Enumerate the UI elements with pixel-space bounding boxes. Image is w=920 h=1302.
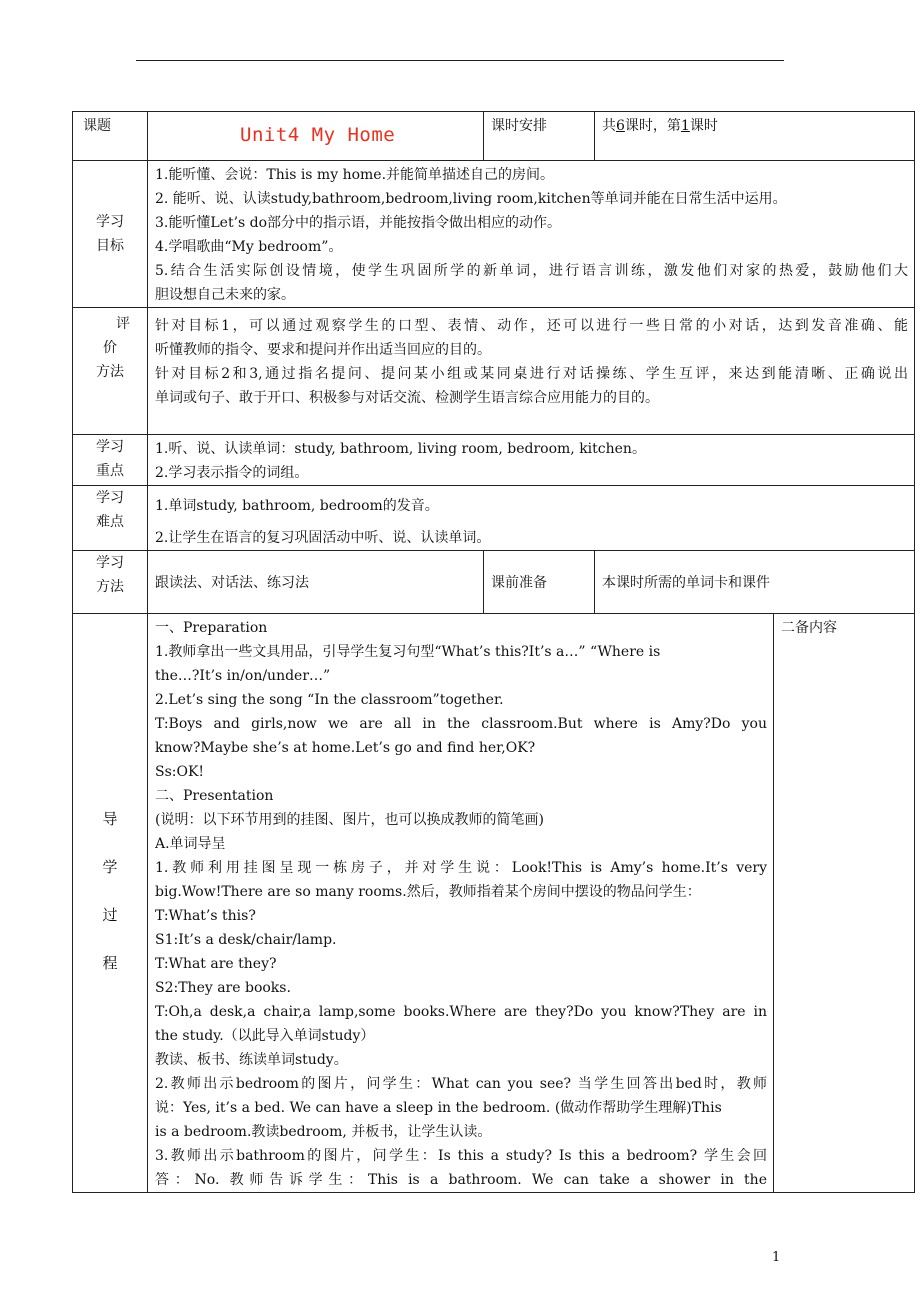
objective-item: 3.能听懂Let’s do部分中的指示语，并能按指令做出相应的动作。 (155, 215, 562, 231)
row-key-points (73, 435, 915, 486)
process-line: T:Boys and girls,now we are all in the classroom.But where is Amy?Do you (155, 716, 767, 732)
schedule-suffix: 课时 (689, 118, 718, 134)
objective-item: 5.结合生活实际创设情境，使学生巩固所学的新单词，进行语言训练，激发他们对家的热爱，鼓励他们大 (155, 263, 908, 279)
process-line: big.Wow!There are so many rooms.然后，教师指着某个房间中摆设的物品问学生： (155, 884, 701, 900)
preparation-value: 本课时所需的单词卡和课件 (595, 551, 915, 614)
key-points-label: 学习 重点 (73, 435, 148, 486)
process-line: 答：No. 教师告诉学生：This is a bathroom. We can take a shower in the (155, 1172, 767, 1188)
process-line: 3.教师出示bathroom的图片，问学生：Is this a study? Is this a bedroom? 学生会回 (155, 1148, 767, 1164)
key-points-content (148, 435, 915, 486)
row-methods (73, 551, 915, 614)
process-line: T:What are they? (155, 956, 277, 972)
process-line: is a bedroom.教读bedroom, 并板书，让学生认读。 (155, 1124, 492, 1140)
process-line: 一、Preparation (155, 620, 268, 636)
process-line: T:What’s this? (155, 908, 256, 924)
process-line: S2:They are books. (155, 980, 291, 996)
second-prep-label: 二备内容 (781, 620, 837, 636)
objective-item: 4.学唱歌曲“My bedroom”。 (155, 239, 343, 255)
header-rule (136, 60, 784, 61)
row-process (73, 614, 915, 1193)
process-line: A.单词导呈 (155, 836, 226, 852)
schedule-mid: 课时，第 (624, 118, 681, 134)
process-line: S1:It’s a desk/chair/lamp. (155, 932, 337, 948)
process-line: 二、Presentation (155, 788, 274, 804)
objective-item: 2. 能听、说、认读study,bathroom,bedroom,living room,kitchen等单词并能在日常生活中运用。 (155, 191, 787, 207)
objectives-label: 学习 目标 (73, 161, 148, 308)
schedule-current: 1 (680, 118, 690, 134)
process-line: know?Maybe she’s at home.Let’s go and find her,OK? (155, 740, 536, 756)
methods-label: 学习 方法 (73, 551, 148, 614)
lesson-title: Unit4 My Home (240, 124, 396, 146)
evaluation-line: 听懂教师的指令、要求和提问并作出适当回应的目的。 (155, 342, 491, 358)
process-line: the…?It’s in/on/under…” (155, 668, 331, 684)
evaluation-content (148, 308, 915, 435)
lesson-plan-table (72, 111, 915, 1193)
second-prep-column (774, 614, 915, 1193)
preparation-label: 课前准备 (484, 551, 595, 614)
process-label: 导 学 过 程 (73, 614, 148, 1193)
schedule-label: 课时安排 (484, 112, 595, 161)
schedule-prefix: 共 (602, 118, 616, 134)
process-line: 说：Yes, it’s a bed. We can have a sleep in the bedroom. (做动作帮助学生理解)This (155, 1100, 722, 1116)
process-content (148, 614, 774, 1193)
difficulty-item: 1.单词study, bathroom, bedroom的发音。 (155, 498, 439, 514)
row-evaluation (73, 308, 915, 435)
process-line: (说明：以下环节用到的挂图、图片，也可以换成教师的简笔画) (155, 812, 544, 828)
evaluation-line: 针对目标2和3,通过指名提问、提问某小组或某同桌进行对话操练、学生互评，来达到能清晰、正确说出 (155, 366, 908, 382)
schedule-total: 6 (616, 118, 625, 134)
process-line: 1.教师拿出一些文具用品，引导学生复习句型“What’s this?It’s a…” “Where is (155, 644, 661, 660)
row-difficulties (73, 486, 915, 551)
evaluation-line: 单词或句子、敢于开口、积极参与对话交流、检测学生语言综合应用能力的目的。 (155, 390, 659, 406)
objectives-content (148, 161, 915, 308)
row-title (73, 112, 915, 161)
topic-label: 课题 (73, 112, 148, 161)
methods-value: 跟读法、对话法、练习法 (148, 551, 484, 614)
title-cell (148, 112, 484, 161)
process-line: Ss:OK! (155, 764, 205, 780)
difficulty-item: 2.让学生在语言的复习巩固活动中听、说、认读单词。 (155, 530, 491, 546)
process-line: 2.教师出示bedroom的图片，问学生：What can you see? 当学生回答出bed时，教师 (155, 1076, 767, 1092)
process-line: the study.（以此导入单词study） (155, 1028, 375, 1044)
process-line: 2.Let’s sing the song “In the classroom”together. (155, 692, 504, 708)
process-line: 1.教师利用挂图呈现一栋房子，并对学生说：Look!This is Amy’s home.It’s very (155, 860, 767, 876)
evaluation-label: 评 价 方法 (73, 308, 148, 435)
process-line: 教读、板书、练读单词study。 (155, 1052, 348, 1068)
objective-item: 胆设想自己未来的家。 (155, 287, 295, 303)
difficulties-label: 学习 难点 (73, 486, 148, 551)
schedule-value (595, 112, 915, 161)
row-objectives (73, 161, 915, 308)
key-point-item: 1.听、说、认读单词：study, bathroom, living room, bedroom, kitchen。 (155, 441, 646, 457)
difficulties-content (148, 486, 915, 551)
evaluation-line: 针对目标1，可以通过观察学生的口型、表情、动作，还可以进行一些日常的小对话，达到发音准确、能 (155, 318, 908, 334)
page-number: 1 (772, 1250, 781, 1265)
process-line: T:Oh,a desk,a chair,a lamp,some books.Where are they?Do you know?They are in (155, 1004, 767, 1020)
objective-item: 1.能听懂、会说：This is my home.并能简单描述自己的房间。 (155, 167, 555, 183)
key-point-item: 2.学习表示指令的词组。 (155, 465, 309, 481)
